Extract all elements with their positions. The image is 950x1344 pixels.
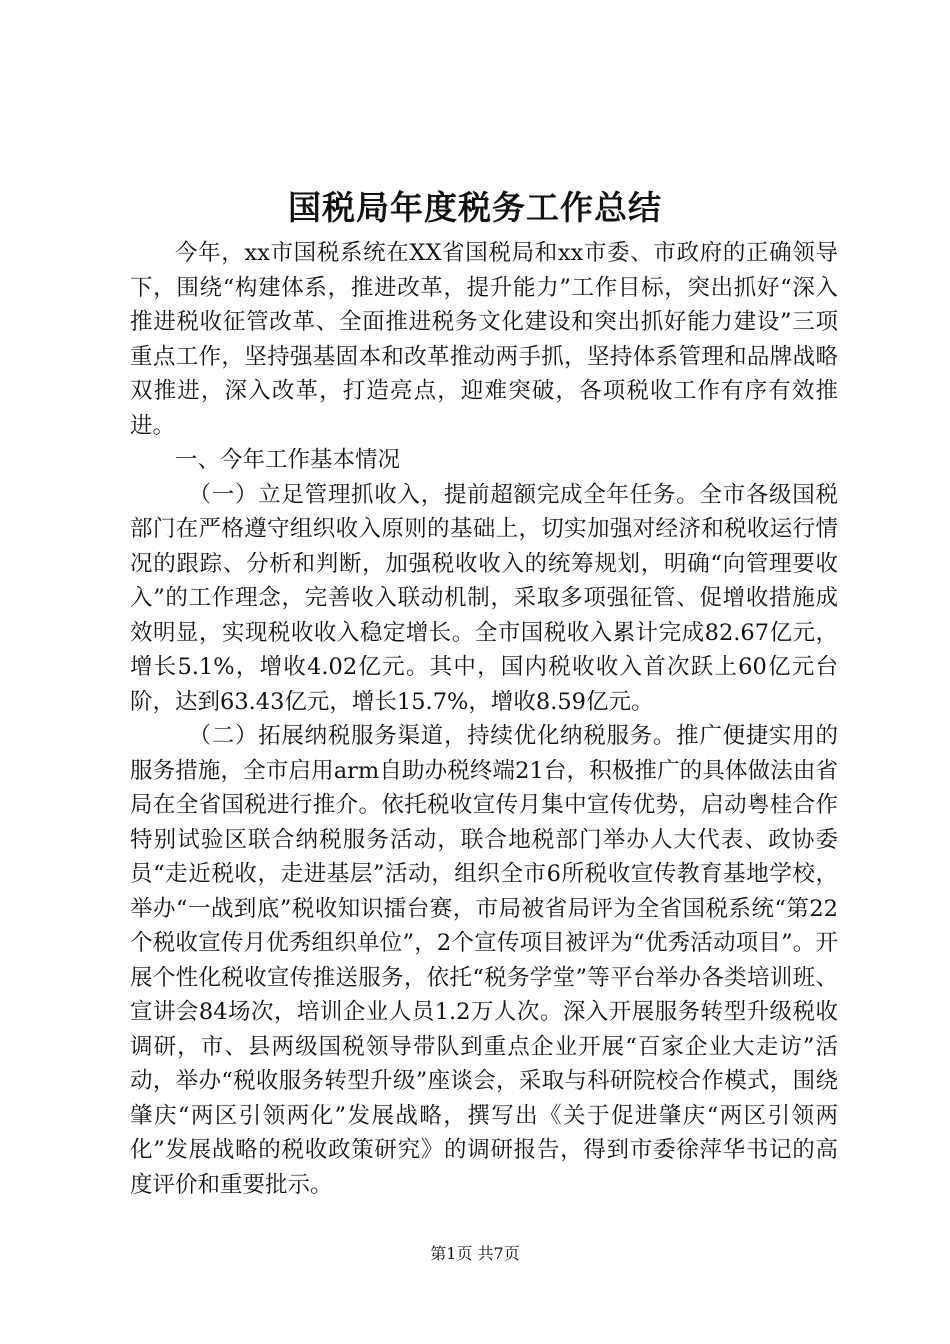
document-body [130, 236, 838, 1202]
document-title: 国税局年度税务工作总结 [288, 188, 662, 227]
page-footer: 第1页 共7页 [430, 1244, 520, 1263]
section-heading: 一、今年工作基本情况 [175, 447, 401, 473]
subsection-paragraph-1: （一）立足管理抓收入，提前超额完成全年任务。全市各级国税部门在严格遵守组织收入原则的基础上，切实加强对经济和税收运行情况的跟踪、分析和判断，加强税收收入的统筹规划，明确“向管理要收入”的工作理念，完善收入联动机制，采取多项强征管、促增收措施成效明显，实现税收收入稳定增长。全市国税收入累计完成82.67亿元，增长5.1%，增收4.02亿元。其中，国内税收收入首次跃上60亿元台阶，达到63.43亿元，增长15.7%，增收8.59亿元。 [130, 481, 838, 715]
intro-paragraph: 今年，xx市国税系统在XX省国税局和xx市委、市政府的正确领导下，围绕“构建体系，推进改革，提升能力”工作目标，突出抓好“深入推进税收征管改革、全面推进税务文化建设和突出抓好能力建设”三项重点工作，坚持强基固本和改革推动两手抓，坚持体系管理和品牌战略双推进，深入改革，打造亮点，迎难突破，各项税收工作有序有效推进。 [130, 240, 838, 439]
subsection-paragraph-2: （二）拓展纳税服务渠道，持续优化纳税服务。推广便捷实用的服务措施，全市启用arm自助办税终端21台，积极推广的具体做法由省局在全省国税进行推介。依托税收宣传月集中宣传优势，启动粤桂合作特别试验区联合纳税服务活动，联合地税部门举办人大代表、政协委员“走近税收，走进基层”活动，组织全市6所税收宣传教育基地学校，举办“一战到底”税收知识擂台赛，市局被省局评为全省国税系统“第22个税收宣传月优秀组织单位”，2个宣传项目被评为“优秀活动项目”。开展个性化税收宣传推送服务，依托“税务学堂”等平台举办各类培训班、宣讲会84场次，培训企业人员1.2万人次。深入开展服务转型升级税收调研，市、县两级国税领导带队到重点企业开展“百家企业大走访”活动，举办“税收服务转型升级”座谈会，采取与科研院校合作模式，围绕肇庆“两区引领两化”发展战略，撰写出《关于促进肇庆“两区引领两化”发展战略的税收政策研究》的调研报告，得到市委徐萍华书记的高度评价和重要批示。 [130, 723, 838, 1198]
